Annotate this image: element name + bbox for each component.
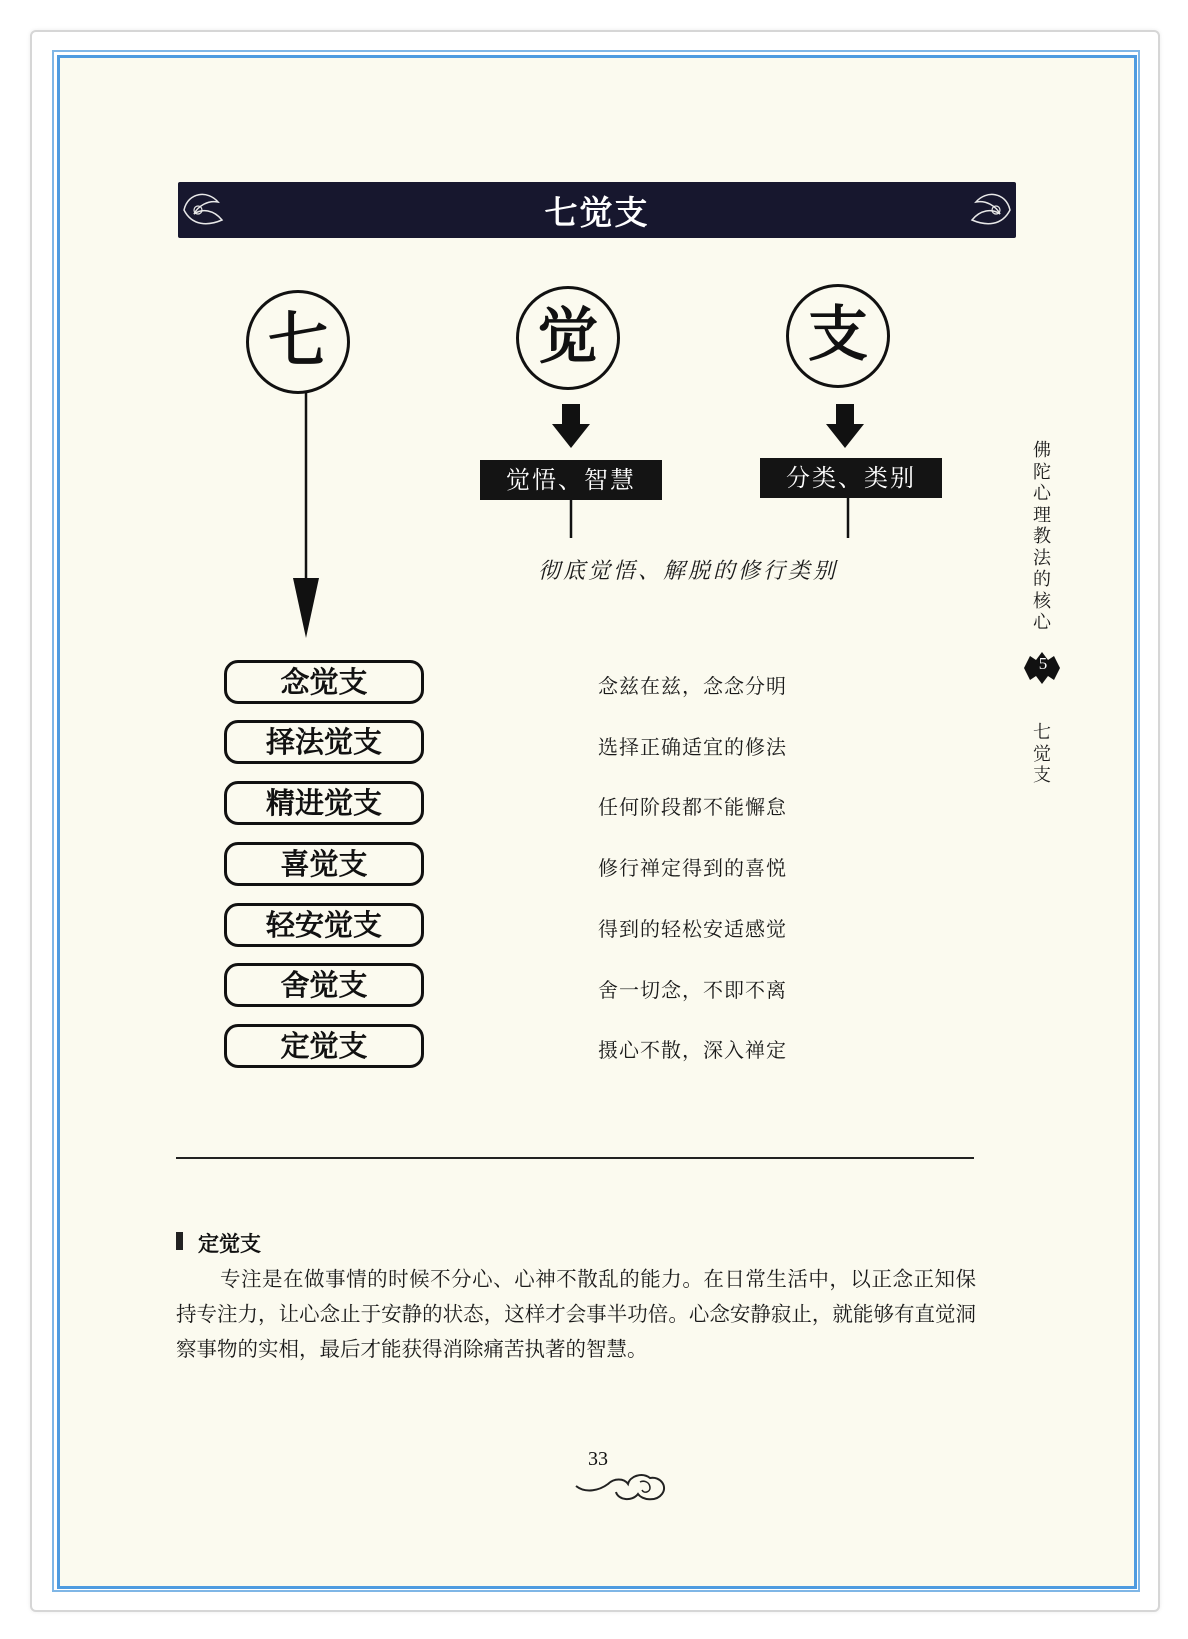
branch-pill: 念觉支 bbox=[224, 660, 424, 704]
jue-arrow-head bbox=[552, 424, 590, 448]
branch-desc: 舍一切念，不即不离 bbox=[598, 978, 787, 1002]
section-body: 专注是在做事情的时候不分心、心神不散乱的能力。在日常生活中，以正念正知保持专注力，让心念止于安静的状态，这样才会事半功倍。心念安静寂止，就能够有直觉洞察事物的实相，最后才能获得消除痛苦执著的智慧。 bbox=[176, 1267, 976, 1361]
banner-title: 七觉支 bbox=[544, 193, 650, 232]
cloud-ornament-icon bbox=[570, 1466, 672, 1506]
branch-pill: 择法觉支 bbox=[224, 720, 424, 764]
branch-desc: 选择正确适宜的修法 bbox=[598, 735, 787, 759]
chapter-number: 5 bbox=[1038, 654, 1048, 673]
zhi-meaning-box: 分类、类别 bbox=[760, 458, 942, 498]
circle-jue: 觉 bbox=[516, 286, 620, 390]
sidebar-book-title: 佛陀心理教法的核心 bbox=[1033, 440, 1051, 633]
branch-desc: 任何阶段都不能懈怠 bbox=[598, 795, 787, 819]
section-marker-icon bbox=[176, 1232, 183, 1250]
zhi-arrow-stem bbox=[836, 404, 854, 426]
diagram-caption: 彻底觉悟、解脱的修行类别 bbox=[538, 559, 839, 584]
branch-desc: 修行禅定得到的喜悦 bbox=[598, 856, 787, 880]
circle-qi: 七 bbox=[246, 290, 350, 394]
branch-pill: 定觉支 bbox=[224, 1024, 424, 1068]
circle-zhi: 支 bbox=[786, 284, 890, 388]
page-number: 33 bbox=[588, 1448, 608, 1470]
branch-pill: 舍觉支 bbox=[224, 963, 424, 1007]
branch-pill: 精进觉支 bbox=[224, 781, 424, 825]
divider-line bbox=[176, 1157, 974, 1159]
branch-pill: 喜觉支 bbox=[224, 842, 424, 886]
zhi-arrow-head bbox=[826, 424, 864, 448]
qi-arrow-head bbox=[293, 578, 319, 638]
jue-arrow-stem bbox=[562, 404, 580, 426]
branch-pill: 轻安觉支 bbox=[224, 903, 424, 947]
jue-meaning-box: 觉悟、智慧 bbox=[480, 460, 662, 500]
branch-desc: 摄心不散，深入禅定 bbox=[598, 1038, 787, 1062]
branch-desc: 得到的轻松安适感觉 bbox=[598, 917, 787, 941]
branch-desc: 念兹在兹，念念分明 bbox=[598, 674, 787, 698]
sidebar-section: 七觉支 bbox=[1033, 722, 1051, 786]
section-title: 定觉支 bbox=[198, 1232, 261, 1256]
